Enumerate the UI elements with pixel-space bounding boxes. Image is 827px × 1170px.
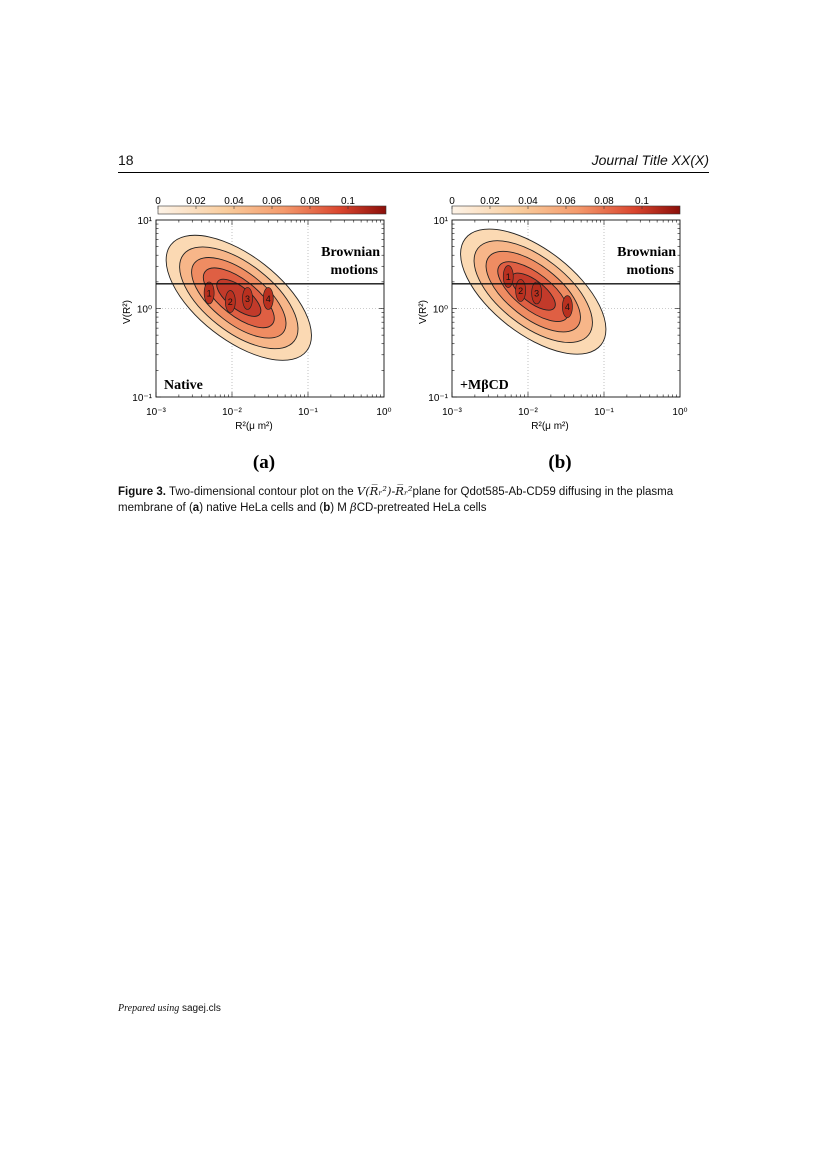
contour-label: 2: [227, 296, 233, 307]
x-axis-title: R²(μ m²): [531, 421, 569, 432]
colorbar-tick-label: 0.04: [518, 196, 538, 207]
colorbar-tick-label: 0.08: [594, 196, 614, 207]
caption-text-5: CD-pretreated HeLa cells: [356, 502, 487, 514]
x-tick-label: 10⁻¹: [594, 407, 614, 418]
formula-r: R̅ᵣ²: [395, 484, 413, 498]
colorbar-tick-label: 0.08: [300, 196, 320, 207]
header-rule: [118, 172, 709, 173]
x-tick-label: 10⁻³: [442, 407, 462, 418]
colorbar-tick-label: 0.06: [262, 196, 282, 207]
caption-text-1: Two-dimensional contour plot on the: [168, 486, 354, 498]
footer-prepared: Prepared using: [118, 1003, 180, 1014]
figure-3-svg: [118, 190, 709, 480]
x-tick-label: 10⁰: [672, 407, 688, 418]
condition-label: +MβCD: [460, 378, 509, 393]
region-label-line1: Brownian: [617, 245, 676, 260]
formula-sep: -: [391, 486, 396, 498]
colorbar-tick-label: 0.02: [480, 196, 500, 207]
y-tick-label: 10¹: [433, 216, 448, 227]
colorbar-tick-label: 0.06: [556, 196, 576, 207]
colorbar-tick-label: 0: [449, 196, 455, 207]
page-footer: [118, 1003, 221, 1014]
colorbar-tick-label: 0: [155, 196, 161, 207]
panel-label: (a): [252, 452, 276, 473]
x-axis-title: R²(μ m²): [235, 421, 273, 432]
colorbar-tick-label: 0.1: [341, 196, 355, 207]
panel-label: (b): [548, 452, 572, 473]
page-number: 18: [118, 152, 134, 168]
y-tick-label: 10⁻¹: [132, 393, 152, 404]
region-label-line2: motions: [626, 263, 674, 278]
colorbar-tick-label: 0.1: [635, 196, 649, 207]
contour-label: 1: [505, 271, 511, 282]
footer-cls: sagej.cls: [181, 1003, 221, 1014]
beta-symbol: β: [350, 500, 357, 514]
x-tick-label: 10⁻¹: [298, 407, 318, 418]
x-tick-label: 10⁻³: [146, 407, 166, 418]
caption-text-3: ) native HeLa cells and (: [199, 502, 324, 514]
x-tick-label: 10⁻²: [222, 407, 242, 418]
caption-text-4: ) M: [330, 502, 351, 514]
colorbar-tick-label: 0.02: [186, 196, 206, 207]
colorbar-tick-label: 0.04: [224, 196, 244, 207]
caption-b-label: b: [323, 502, 331, 514]
figure-label: Figure 3.: [118, 486, 166, 498]
journal-title: Journal Title XX(X): [591, 152, 709, 168]
panel-a: [122, 196, 392, 473]
caption-text-2: plane for Qdot585-Ab-CD59 diffusing in the plasma membrane of (: [118, 486, 674, 514]
contour-label: 3: [534, 288, 540, 299]
contour-label: 1: [206, 288, 212, 299]
y-tick-label: 10⁰: [432, 304, 448, 316]
panel-b: [418, 196, 688, 473]
y-tick-label: 10⁻¹: [428, 393, 448, 404]
contour-label: 2: [518, 285, 524, 296]
contour-label: 4: [564, 302, 570, 313]
y-tick-label: 10¹: [137, 216, 152, 227]
y-tick-label: 10⁰: [136, 304, 152, 316]
x-tick-label: 10⁰: [376, 407, 392, 418]
contour-label: 4: [265, 293, 271, 304]
figure-3: [118, 190, 709, 480]
y-axis-title: V(R²): [418, 300, 429, 324]
region-label-line2: motions: [330, 263, 378, 278]
caption-a-label: a: [192, 502, 200, 514]
formula-v: V(R̅ᵣ²): [356, 484, 392, 498]
figure-caption: [118, 484, 713, 516]
condition-label: Native: [164, 378, 203, 393]
region-label-line1: Brownian: [321, 245, 380, 260]
x-tick-label: 10⁻²: [518, 407, 538, 418]
y-axis-title: V(R²): [122, 300, 133, 324]
contour-label: 3: [245, 293, 251, 304]
